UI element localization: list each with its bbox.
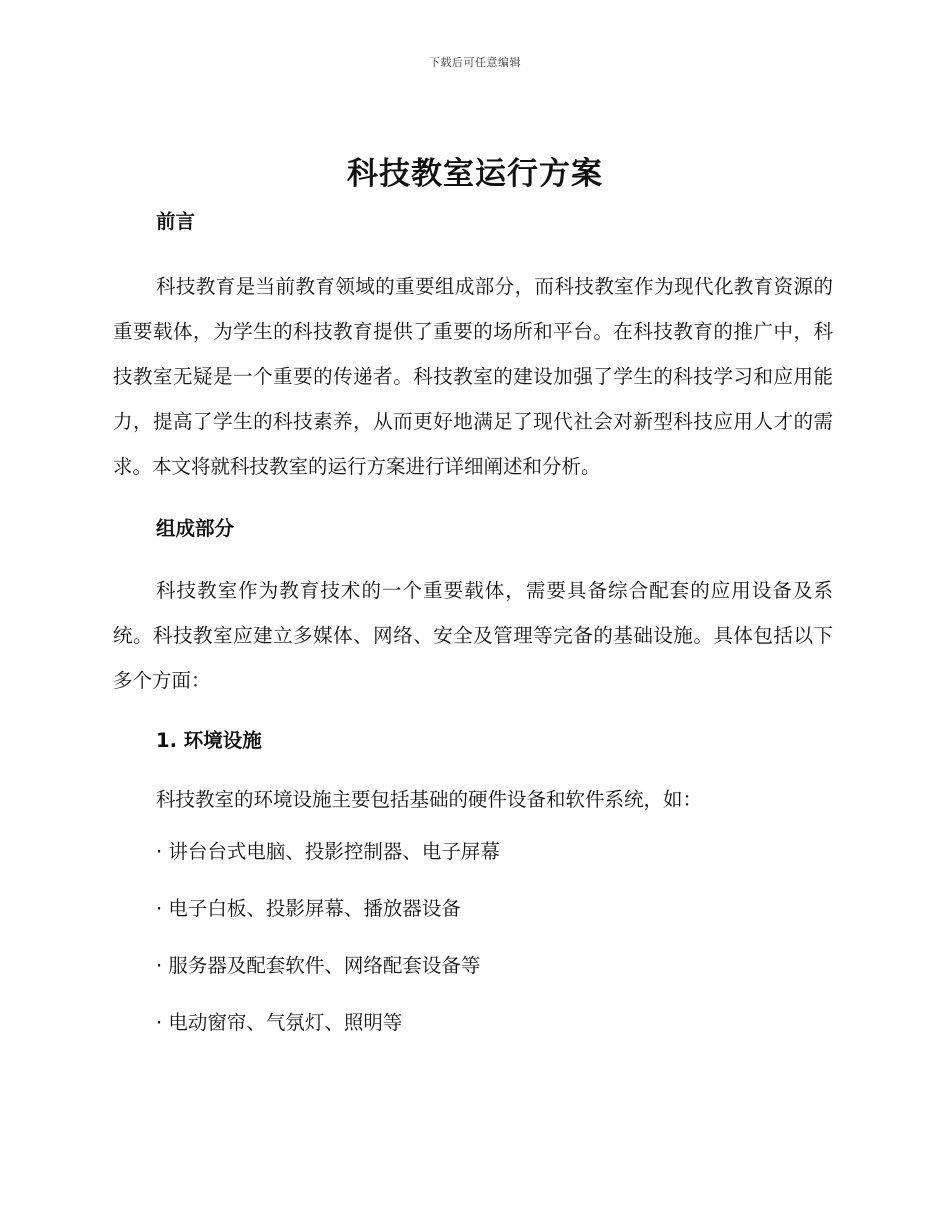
components-paragraph: 科技教室作为教育技术的一个重要载体，需要具备综合配套的应用设备及系统。科技教室应建立多媒体、网络、安全及管理等完备的基础设施。具体包括以下多个方面： [113, 579, 833, 692]
list-item: · 电子白板、投影屏幕、播放器设备 [156, 897, 461, 920]
list-item: · 服务器及配套软件、网络配套设备等 [156, 954, 481, 977]
list-item: · 电动窗帘、气氛灯、照明等 [156, 1011, 403, 1034]
environment-intro: 科技教室的环境设施主要包括基础的硬件设备和软件系统，如： [156, 788, 703, 811]
document-title: 科技教室运行方案 [347, 156, 603, 192]
document-body [113, 206, 833, 1039]
list-item: · 讲台台式电脑、投影控制器、电子屏幕 [156, 840, 500, 863]
section-heading-preface: 前言 [156, 210, 196, 233]
section-heading-components: 组成部分 [156, 517, 235, 540]
section-heading-environment: 1. 环境设施 [156, 729, 262, 752]
preface-paragraph: 科技教育是当前教育领域的重要组成部分，而科技教室作为现代化教育资源的重要载体，为学生的科技教育提供了重要的场所和平台。在科技教育的推广中，科技教室无疑是一个重要的传递者。科技教室的建设加强了学生的科技学习和应用能力，提高了学生的科技素养，从而更好地满足了现代社会对新型科技应用人才的需求。本文将就科技教室的运行方案进行详细阐述和分析。 [113, 275, 833, 478]
header-note: 下载后可任意编辑 [429, 56, 521, 69]
